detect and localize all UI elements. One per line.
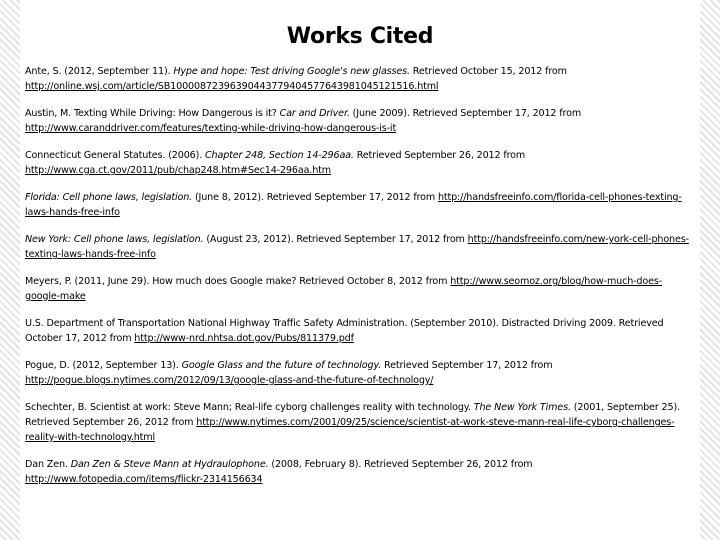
citation-text: Retrieved September 17, 2012 from	[381, 360, 553, 371]
citation-link[interactable]: http://online.wsj.com/article/SB10000872396390443779404577643981045121516.html	[25, 81, 439, 92]
citation-entry	[25, 457, 690, 487]
citation-text: Dan Zen.	[25, 459, 71, 470]
citation-source-title: Dan Zen & Steve Mann at Hydraulophone.	[70, 459, 269, 470]
citation-text: Schechter, B. Scientist at work: Steve Mann; Real-life cyborg challenges reality with technology.	[25, 402, 474, 413]
citation-entry	[25, 64, 690, 94]
citation-source-title: Google Glass and the future of technology.	[181, 360, 382, 371]
citation-text: Ante, S. (2012, September 11).	[25, 66, 174, 77]
citation-entry	[25, 358, 690, 388]
citation-text: (June 8, 2012). Retrieved September 17, 2012 from	[192, 192, 438, 203]
citation-source-title: New York: Cell phone laws, legislation.	[25, 234, 204, 245]
citation-source-title: The New York Times.	[473, 402, 571, 413]
citation-source-title: Chapter 248, Section 14-296aa.	[205, 150, 354, 161]
citation-link[interactable]: http://www.seomoz.org/blog/how-much-does-google-make	[25, 276, 663, 302]
page-title: Works Cited	[286, 24, 434, 49]
citation-entry	[25, 232, 690, 262]
slide	[20, 0, 700, 540]
citation-text: Connecticut General Statutes. (2006).	[25, 150, 205, 161]
citation-source-title: Hype and hope: Test driving Google's new glasses.	[173, 66, 410, 77]
citation-link[interactable]: http://www.caranddriver.com/features/texting-while-driving-how-dangerous-is-it	[25, 123, 397, 134]
citation-text: Pogue, D. (2012, September 13).	[25, 360, 182, 371]
citation-text: U.S. Department of Transportation National Highway Traffic Safety Administration. (September 2010). Distracted Driving 2009. Retrieved October 17, 2012 from	[25, 318, 664, 344]
citation-link[interactable]: http://www.cga.ct.gov/2011/pub/chap248.htm#Sec14-296aa.htm	[25, 165, 331, 176]
citation-list	[25, 64, 690, 499]
citation-entry	[25, 106, 690, 136]
citation-link[interactable]: http://pogue.blogs.nytimes.com/2012/09/13/google-glass-and-the-future-of-technology/	[25, 375, 434, 386]
citation-link[interactable]: http://handsfreeinfo.com/florida-cell-phones-texting-laws-hands-free-info	[25, 192, 682, 218]
citation-text: (June 2009). Retrieved September 17, 2012 from	[349, 108, 582, 119]
citation-entry	[25, 316, 690, 346]
citation-text: Meyers, P. (2011, June 29). How much does Google make? Retrieved October 8, 2012 from	[25, 276, 451, 287]
citation-entry	[25, 148, 690, 178]
citation-entry	[25, 400, 690, 445]
citation-link[interactable]: http://www.nytimes.com/2001/09/25/science/scientist-at-work-steve-mann-real-life-cyborg-challenges-reality-with-technology.html	[25, 417, 675, 443]
citation-link[interactable]: http://handsfreeinfo.com/new-york-cell-phones-texting-laws-hands-free-info	[25, 234, 689, 260]
citation-entry	[25, 190, 690, 220]
citation-link[interactable]: http://www-nrd.nhtsa.dot.gov/Pubs/811379.pdf	[134, 333, 354, 344]
left-border-pattern	[0, 0, 20, 540]
citation-text: (2001, September 25). Retrieved September 26, 2012 from	[25, 402, 680, 428]
citation-text: Austin, M. Texting While Driving: How Dangerous is it?	[25, 108, 280, 119]
citation-link[interactable]: http://www.fotopedia.com/items/flickr-2314156634	[25, 474, 263, 485]
right-border-pattern	[700, 0, 720, 540]
citation-text: (August 23, 2012). Retrieved September 17, 2012 from	[203, 234, 468, 245]
citation-source-title: Florida: Cell phone laws, legislation.	[25, 192, 193, 203]
citation-text: (2008, February 8). Retrieved September 26, 2012 from	[268, 459, 533, 470]
citation-text: Retrieved October 15, 2012 from	[409, 66, 567, 77]
citation-source-title: Car and Driver.	[279, 108, 350, 119]
citation-text: Retrieved September 26, 2012 from	[353, 150, 526, 161]
citation-entry	[25, 274, 690, 304]
